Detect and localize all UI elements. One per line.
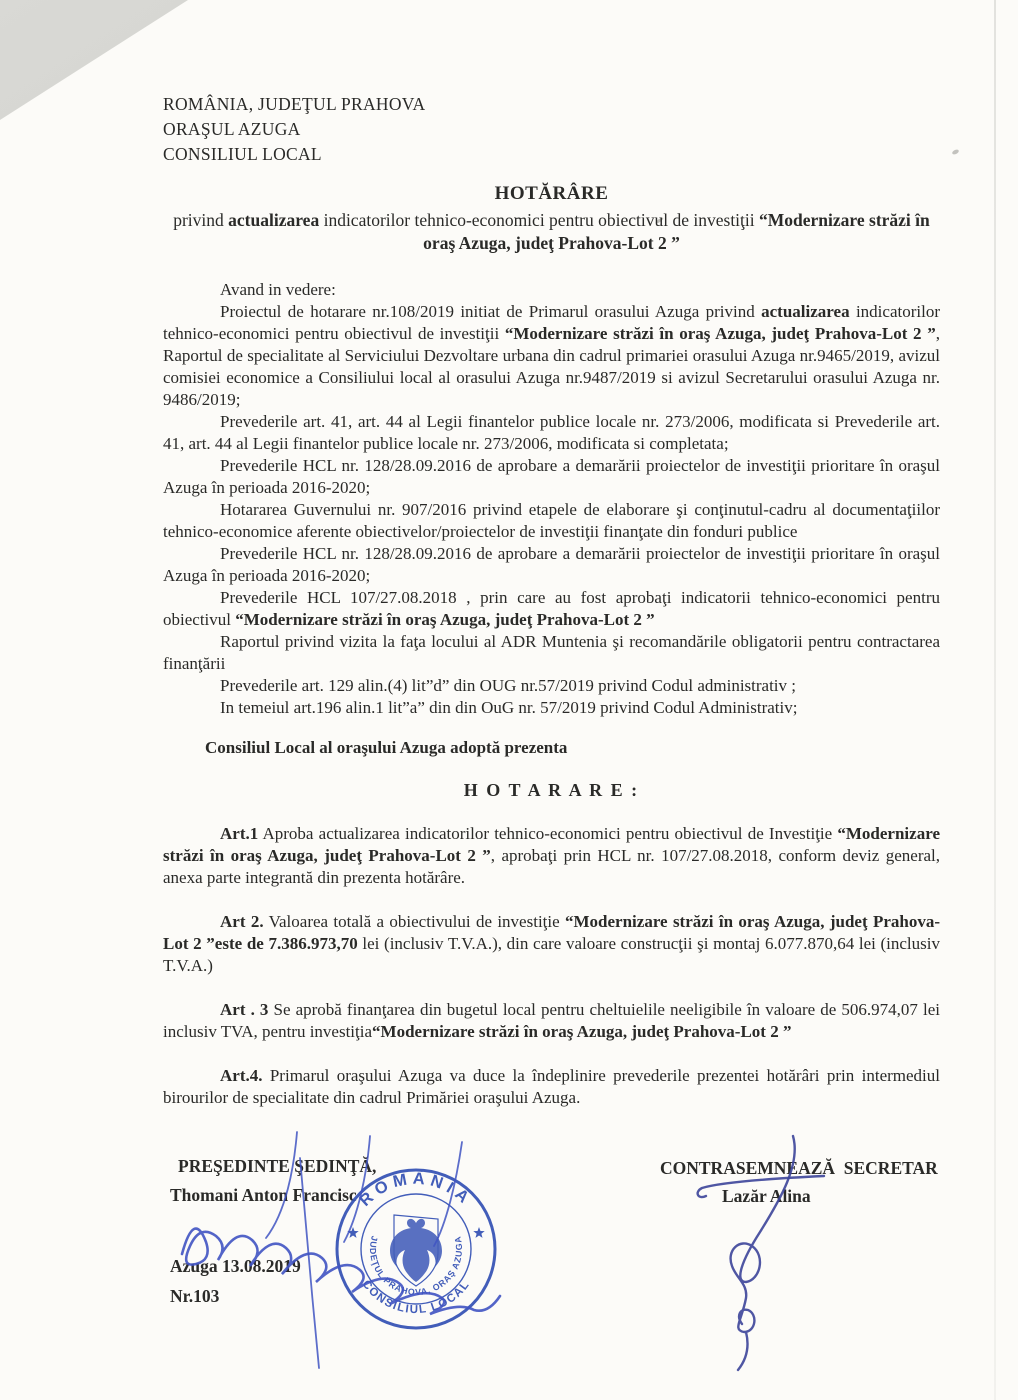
letterhead-country-county: ROMÂNIA, JUDEŢUL PRAHOVA bbox=[163, 94, 426, 114]
adoption-line: Consiliul Local al oraşului Azuga adoptă prezenta bbox=[205, 738, 568, 757]
decision-number: Nr.103 bbox=[170, 1286, 220, 1306]
text-segment: Art . 3 bbox=[220, 1000, 269, 1019]
text-segment: , Raportul de specialitate al Serviciului Dezvoltare urbana din cadrul primariei orasului Azuga nr.9465/2019, avizul comisiei economice a Consiliului local al orasului Azuga nr.9487/2019 si avizul Secretarului orasului Azuga nr. 9486/2019; bbox=[163, 324, 940, 409]
stamp-eagle-coat-of-arms bbox=[390, 1219, 442, 1282]
text-segment: , aprobaţi prin HCL nr. 107/27.08.2018, conform deviz general, anexa parte integrantă din prezenta hotărâre. bbox=[163, 846, 940, 887]
preamble-paragraph bbox=[163, 675, 940, 697]
text-segment: Valoarea totală a obiectivului de investiţie bbox=[263, 912, 565, 931]
text-segment: Proiectul de hotarare nr.108/2019 initiat de Primarul orasului Azuga privind bbox=[220, 302, 762, 321]
text-segment: Prevederile HCL nr. 128/28.09.2016 de aprobare a demarării proiectelor de investiţii prioritare în oraşul Azuga în perioada 2016-2020; bbox=[163, 456, 940, 497]
preamble-paragraph bbox=[163, 631, 940, 675]
text-segment: Primarul oraşului Azuga va duce la îndeplinire prevederile prezentei hotărâri prin intermediul birourilor de specialitate din cadrul Primăriei oraşului Azuga. bbox=[163, 1066, 940, 1107]
article-paragraph bbox=[163, 823, 940, 889]
signature-block bbox=[0, 1128, 1018, 1400]
place-and-date: Azuga 13.08.2019 bbox=[170, 1256, 301, 1276]
text-segment: Hotararea Guvernului nr. 907/2016 privind etapele de elaborare şi conţinutul-cadru al documentaţiilor tehnico-economice aferente obiectivelor/proiectelor de investiţii finanţate din fonduri publice bbox=[163, 500, 940, 541]
text-segment: “Modernizare străzi în oraş Azuga, judeţ Prahova-Lot 2 ” bbox=[423, 210, 930, 253]
articles bbox=[163, 823, 940, 1109]
letterhead-town: ORAŞUL AZUGA bbox=[163, 119, 301, 139]
preamble-label: Avand in vedere: bbox=[220, 280, 336, 299]
preamble-paragraph bbox=[163, 301, 940, 411]
stamp-star-right bbox=[473, 1227, 484, 1238]
stamp-council-text: CONSILIUL LOCAL bbox=[359, 1278, 473, 1317]
scan-speck bbox=[951, 149, 959, 156]
text-segment: Prevederile HCL 107/27.08.2018 , prin care au fost aprobaţi indicatorii tehnico-economici pentru obiectivul bbox=[163, 588, 940, 629]
article-paragraph bbox=[163, 911, 940, 977]
text-segment: indicatorilor tehnico-economici pentru obiectivul de investiţii bbox=[319, 210, 760, 230]
text-segment: actualizarea bbox=[228, 210, 320, 230]
text-segment: lei (inclusiv T.V.A.), din care valoare construcţii şi montaj 6.077.870,64 lei (inclusiv T.V.A.) bbox=[163, 934, 940, 975]
letterhead bbox=[163, 92, 940, 167]
secretary-role-label: CONTRASEMNEAZĂ SECRETAR bbox=[660, 1158, 938, 1178]
document-subtitle bbox=[163, 209, 940, 255]
text-segment: Prevederile art. 129 alin.(4) lit”d” din OUG nr.57/2019 privind Codul administrativ ; bbox=[220, 676, 797, 695]
preamble-paragraph bbox=[163, 587, 940, 631]
text-segment: Prevederile art. 41, art. 44 al Legii finantelor publice locale nr. 273/2006, modificata si Prevederile art. 41, art. 44 al Legii finantelor publice locale nr. 273/2006, modificata si completata; bbox=[163, 412, 940, 453]
preamble-paragraph bbox=[163, 455, 940, 499]
preamble-paragraph bbox=[163, 697, 940, 719]
text-segment: “Modernizare străzi în oraş Azuga, judeţ Prahova-Lot 2 ” bbox=[163, 824, 940, 865]
text-segment: “Modernizare străzi în oraş Azuga, judeţ Prahova-Lot 2 ”este de 7.386.973,70 bbox=[163, 912, 940, 953]
decision-heading: H O T A R A R E : bbox=[463, 780, 640, 800]
stamp-county-town-text: JUDEŢUL PRAHOVA, ORAŞ AZUGA bbox=[367, 1234, 465, 1298]
preamble-paragraphs bbox=[163, 301, 940, 719]
article-paragraph bbox=[163, 999, 940, 1043]
president-role-label: PREŞEDINTE ŞEDINŢĂ, bbox=[178, 1156, 377, 1176]
article-paragraph bbox=[163, 1065, 940, 1109]
text-segment: indicatorilor tehnico-economici pentru obiectivul de investiţii bbox=[163, 302, 940, 343]
stamp-country-text: ROMÂNIA bbox=[356, 1169, 476, 1210]
text-segment: Raportul privind vizita la faţa locului al ADR Muntenia şi recomandările obligatorii pentru contractarea finanţării bbox=[163, 632, 940, 673]
text-segment: Se aprobă finanţarea din bugetul local pentru cheltuielile neeligibile în valoare de 506.974,07 lei inclusiv TVA, pentru investiţia bbox=[163, 1000, 941, 1041]
text-segment: actualizarea bbox=[761, 302, 850, 321]
text-segment: Art 2. bbox=[220, 912, 264, 931]
text-segment: “Modernizare străzi în oraş Azuga, judeţ Prahova-Lot 2 ” bbox=[504, 324, 936, 343]
text-segment: Aproba actualizarea indicatorilor tehnico-economici pentru obiectivul de Investiţie bbox=[258, 824, 838, 843]
scan-corner-fold-artifact bbox=[0, 0, 188, 120]
president-name: Thomani Anton Francisc bbox=[170, 1185, 357, 1205]
preamble-paragraph bbox=[163, 411, 940, 455]
text-segment: privind bbox=[173, 210, 229, 230]
text-segment: In temeiul art.196 alin.1 lit”a” din din OuG nr. 57/2019 privind Codul Administrativ; bbox=[220, 698, 798, 717]
text-segment: “Modernizare străzi în oraş Azuga, judeţ Prahova-Lot 2 ” bbox=[235, 610, 655, 629]
preamble-paragraph bbox=[163, 543, 940, 587]
text-segment: “Modernizare străzi în oraş Azuga, judeţ Prahova-Lot 2 ” bbox=[372, 1022, 792, 1041]
text-segment: Art.4. bbox=[220, 1066, 263, 1085]
text-segment: Art.1 bbox=[220, 824, 259, 843]
preamble-paragraph bbox=[163, 499, 940, 543]
document-title: HOTĂRÂRE bbox=[494, 183, 609, 204]
secretary-name: Lazăr Alina bbox=[722, 1186, 811, 1206]
document-content bbox=[163, 0, 940, 1109]
text-segment: Prevederile HCL nr. 128/28.09.2016 de aprobare a demarării proiectelor de investiţii prioritare în oraşul Azuga în perioada 2016-2020; bbox=[163, 544, 940, 585]
stamp-star-left bbox=[347, 1227, 358, 1238]
council-round-stamp bbox=[326, 1159, 506, 1339]
letterhead-council: CONSILIUL LOCAL bbox=[163, 144, 322, 164]
